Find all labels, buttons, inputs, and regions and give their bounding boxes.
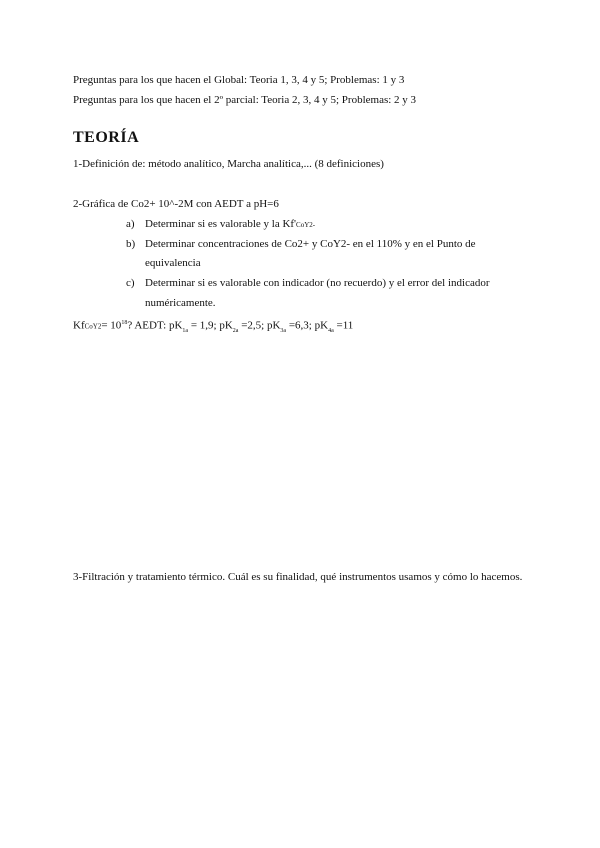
kf-subscript: CoY2 [84, 322, 102, 331]
pk4-value: =11 [333, 319, 354, 332]
pk4-label: pK [314, 319, 329, 332]
item-text: Determinar concentraciones de Co2+ y CoY2- en el 110% y en el Punto de [145, 238, 476, 250]
question-2-item-c [126, 276, 490, 290]
question-3: 3-Filtración y tratamiento térmico. Cuál es su finalidad, qué instrumentos usamos y cómo lo hacemos. [73, 571, 523, 583]
pk1-label: pK [168, 319, 183, 332]
pk2-value: =2,5; [238, 319, 267, 332]
item-text: Determinar si es valorable con indicador (no recuerdo) y el error del indicador [145, 277, 490, 289]
question-2-item-a [126, 217, 315, 232]
intro-global: Preguntas para los que hacen el Global: Teoria 1, 3, 4 y 5; Problemas: 1 y 3 [73, 74, 405, 86]
kf-equals: = 10 [101, 319, 122, 332]
question-2-item-b [126, 237, 476, 251]
pk2-label: pK [219, 319, 233, 332]
item-marker: b) [126, 238, 136, 250]
pk4-sub: 4a [328, 327, 334, 334]
pk3-sub: 3a [280, 327, 287, 334]
pk1-value: = 1,9; [188, 319, 220, 332]
pk1-sub: 1a [182, 327, 189, 334]
section-heading: TEORÍA [73, 129, 140, 146]
pk3-label: pK [266, 319, 281, 332]
kf-exponent: 18 [121, 320, 128, 326]
aedt-label: ? AEDT: [127, 319, 169, 332]
item-marker: c) [126, 277, 135, 289]
pk3-value: =6,3; [286, 319, 315, 332]
pk2-sub: 2a [232, 327, 239, 334]
question-2-item-b-continuation: equivalencia [145, 257, 201, 269]
kf-label: Kf [73, 319, 85, 332]
item-text: Determinar si es valorable y la Kf' [145, 218, 297, 230]
intro-parcial: Preguntas para los que hacen el 2º parcial: Teoria 2, 3, 4 y 5; Problemas: 2 y 3 [73, 94, 417, 106]
question-1: 1-Definición de: método analítico, Marcha analítica,... (8 definiciones) [73, 158, 384, 170]
question-2-item-c-continuation: numéricamente. [145, 297, 216, 309]
item-marker: a) [126, 218, 135, 230]
question-2-title: 2-Gráfica de Co2+ 10^-2M con AEDT a pH=6 [73, 198, 279, 210]
item-subscript: CoY2- [296, 221, 316, 229]
question-2-constants [73, 316, 353, 338]
